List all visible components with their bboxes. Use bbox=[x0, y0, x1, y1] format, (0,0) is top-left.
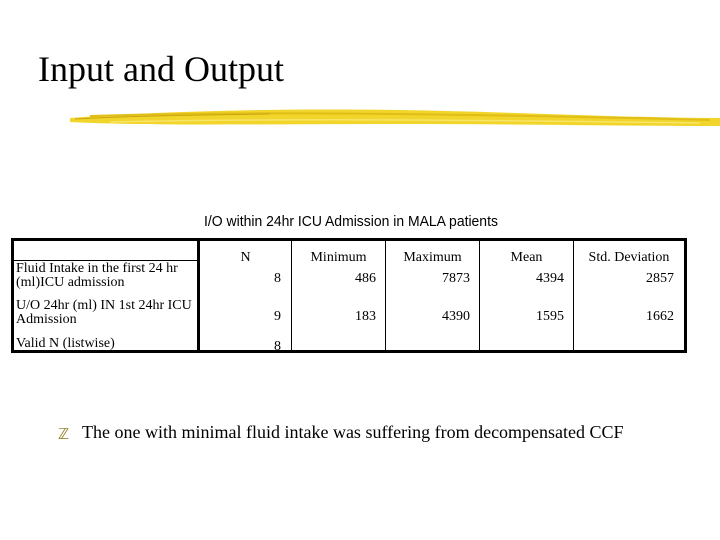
column-header-n: N bbox=[240, 250, 251, 265]
cell-fluid-mean: 4394 bbox=[536, 271, 564, 286]
cell-fluid-n: 8 bbox=[274, 271, 281, 286]
statistics-table bbox=[11, 238, 687, 353]
cell-uo-maximum: 4390 bbox=[442, 309, 470, 324]
cell-uo-n: 9 bbox=[274, 309, 281, 324]
column-header-std-deviation: Std. Deviation bbox=[588, 250, 670, 265]
row-label-urine-output: U/O 24hr (ml) IN 1st 24hr ICU Admission bbox=[16, 298, 192, 327]
yellow-brush-stroke-divider bbox=[70, 104, 720, 130]
bullet-item bbox=[58, 420, 668, 444]
cell-fluid-std-deviation: 2857 bbox=[646, 271, 674, 286]
row-label-fluid-intake: Fluid Intake in the first 24 hr (ml)ICU admission bbox=[16, 261, 178, 290]
cell-uo-std-deviation: 1662 bbox=[646, 309, 674, 324]
cell-uo-mean: 1595 bbox=[536, 309, 564, 324]
column-header-maximum: Maximum bbox=[403, 250, 462, 265]
row-label-valid-n: Valid N (listwise) bbox=[16, 336, 115, 351]
slide-title: Input and Output bbox=[38, 49, 284, 89]
cell-fluid-maximum: 7873 bbox=[442, 271, 470, 286]
column-header-mean: Mean bbox=[510, 250, 543, 265]
z-bullet-icon: ℤ bbox=[58, 427, 70, 443]
bullet-text: The one with minimal fluid intake was suffering from decompensated CCF bbox=[82, 422, 624, 442]
cell-uo-minimum: 183 bbox=[355, 309, 376, 324]
cell-valid-n: 8 bbox=[274, 339, 281, 354]
column-header-minimum: Minimum bbox=[310, 250, 367, 265]
table-caption: I/O within 24hr ICU Admission in MALA patients bbox=[204, 213, 498, 230]
cell-fluid-minimum: 486 bbox=[355, 271, 376, 286]
